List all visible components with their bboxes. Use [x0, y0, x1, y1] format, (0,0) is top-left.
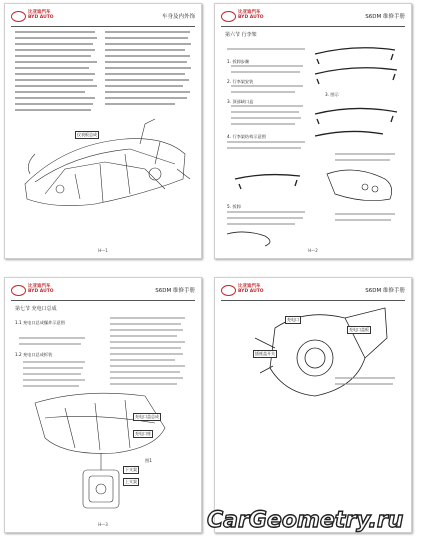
step-heading: 1. 拆卸步骤	[227, 59, 250, 64]
header-title: S6DM 维修手册	[365, 288, 405, 294]
watermark-text: CarGeometry.ru	[207, 508, 404, 533]
manual-page-4	[214, 277, 412, 533]
manual-page-2	[214, 3, 412, 259]
section-title: 第六节 行李架	[225, 32, 257, 38]
label-upper-bracket: 上支架	[125, 479, 137, 484]
header-title: S6DM 维修手册	[365, 14, 405, 20]
label-charge-port: 充电口	[287, 317, 299, 322]
label-socket-cover-switch: 插座盖开关	[255, 351, 275, 356]
roof-rack-drawings	[215, 4, 411, 258]
subsection-title: 1.1 充电口总成爆炸示意图	[15, 320, 65, 325]
manual-page-1	[4, 3, 202, 259]
cargeometry-watermark-logo	[203, 505, 413, 533]
page-number: H—3	[98, 522, 108, 527]
step-heading: 5. 拆卸	[227, 204, 241, 209]
page-number: H—1	[98, 248, 108, 253]
label-charge-port-cover: 充电口盖板	[349, 327, 369, 332]
figure-label: 仪表板总成	[77, 132, 97, 137]
section-title: 第七节 充电口总成	[15, 306, 57, 312]
label-charge-socket: 充电口座	[135, 431, 151, 436]
label-charge-cover-assembly: 充电口盖总成	[135, 414, 159, 419]
figure-label: 3. 图示	[325, 92, 339, 97]
logo-text: 比亚迪汽车 BYD AUTO	[28, 284, 54, 294]
step-heading: 4. 行李架结构示意图	[227, 134, 266, 139]
charging-port-opening-drawing	[215, 278, 411, 532]
manual-page-3	[4, 277, 202, 533]
logo-text: 比亚迪汽车 BYD AUTO	[238, 10, 264, 20]
subsection-title: 1.2 充电口总成拆装	[15, 352, 53, 357]
dashboard-assembly-drawing	[5, 4, 201, 258]
step-heading: 3. 顶部缺口盒	[227, 99, 254, 104]
page-number: H—2	[308, 248, 318, 253]
charging-port-exploded-drawing	[5, 278, 201, 532]
header-title: 车身及内外饰	[161, 14, 195, 20]
logo-text: 比亚迪汽车 BYD AUTO	[238, 284, 264, 294]
header-title: S6DM 维修手册	[155, 288, 195, 294]
logo-text: 比亚迪汽车 BYD AUTO	[28, 10, 54, 20]
figure-caption: 图1	[145, 458, 152, 463]
step-heading: 2. 行李架安装	[227, 79, 254, 84]
label-lower-bracket: 下支架	[125, 467, 137, 472]
